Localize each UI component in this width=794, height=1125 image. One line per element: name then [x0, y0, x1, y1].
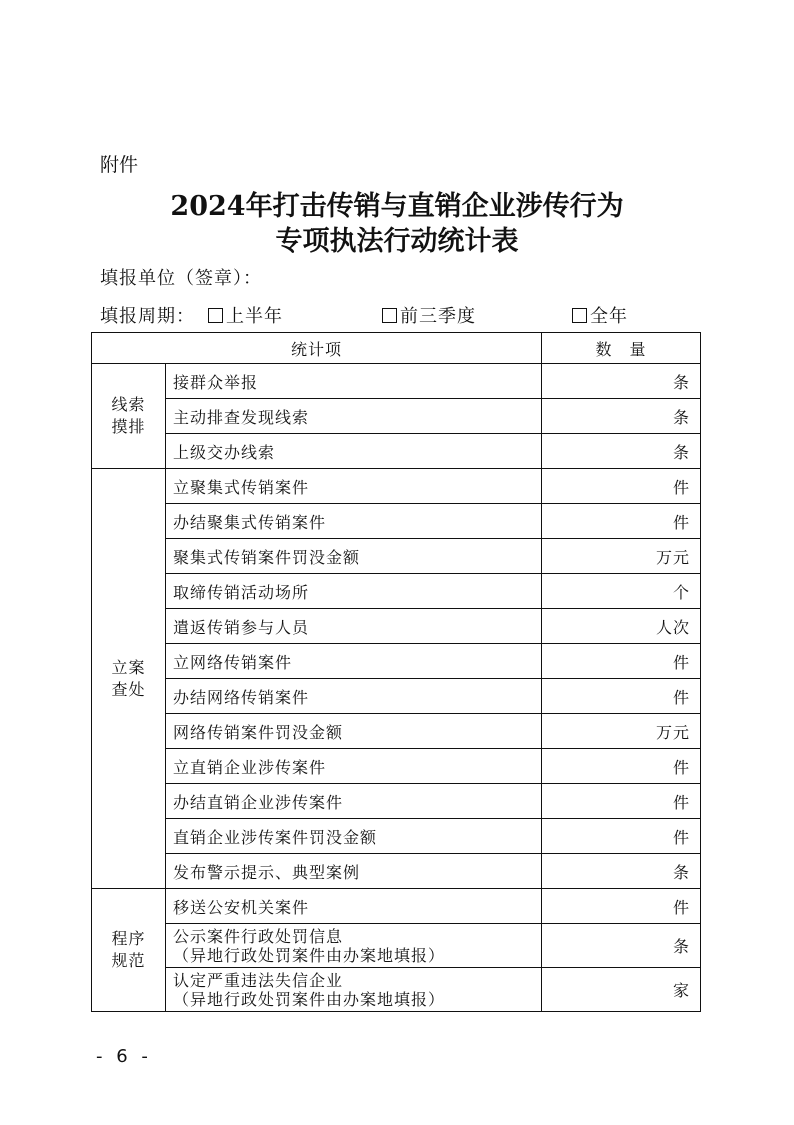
table-row [92, 539, 701, 574]
table-row [92, 854, 701, 889]
table-row [92, 364, 701, 399]
category-cell: 程序 规范 [92, 889, 166, 1012]
checkbox-icon[interactable] [208, 308, 223, 323]
table-row [92, 889, 701, 924]
table-row [92, 819, 701, 854]
checkbox-icon[interactable] [382, 308, 397, 323]
quantity-unit-cell[interactable]: 个 [542, 574, 701, 609]
item-cell: 公示案件行政处罚信息 （异地行政处罚案件由办案地填报） [166, 924, 542, 968]
item-cell: 遣返传销参与人员 [166, 609, 542, 644]
quantity-unit-cell[interactable]: 人次 [542, 609, 701, 644]
table-row [92, 679, 701, 714]
quantity-unit-cell[interactable]: 条 [542, 399, 701, 434]
period-option-three-quarters[interactable] [382, 302, 476, 328]
item-cell: 上级交办线索 [166, 434, 542, 469]
table-row [92, 714, 701, 749]
quantity-unit-cell[interactable]: 件 [542, 469, 701, 504]
table-body [92, 364, 701, 1012]
item-cell: 聚集式传销案件罚没金额 [166, 539, 542, 574]
item-cell: 办结网络传销案件 [166, 679, 542, 714]
quantity-unit-cell[interactable]: 万元 [542, 539, 701, 574]
quantity-unit-cell[interactable]: 家 [542, 968, 701, 1012]
table-row [92, 434, 701, 469]
period-option-label: 全年 [590, 306, 628, 327]
statistics-table [91, 332, 701, 1012]
quantity-unit-cell[interactable]: 条 [542, 924, 701, 968]
fill-unit-label: 填报单位（签章）： [100, 268, 262, 289]
table-row [92, 749, 701, 784]
item-cell: 认定严重违法失信企业 （异地行政处罚案件由办案地填报） [166, 968, 542, 1012]
document-title-line-2: 专项执法行动统计表 [275, 226, 519, 257]
quantity-unit-cell[interactable]: 条 [542, 854, 701, 889]
period-option-half-year[interactable] [208, 302, 283, 328]
attachment-label: 附件 [100, 154, 139, 176]
quantity-unit-cell[interactable]: 件 [542, 749, 701, 784]
quantity-unit-cell[interactable]: 件 [542, 784, 701, 819]
item-cell: 发布警示提示、典型案例 [166, 854, 542, 889]
table-row [92, 574, 701, 609]
period-option-full-year[interactable] [572, 302, 628, 328]
item-cell: 办结聚集式传销案件 [166, 504, 542, 539]
quantity-unit-cell[interactable]: 万元 [542, 714, 701, 749]
table-row [92, 924, 701, 968]
item-cell: 立直销企业涉传案件 [166, 749, 542, 784]
quantity-unit-cell[interactable]: 件 [542, 504, 701, 539]
item-cell: 直销企业涉传案件罚没金额 [166, 819, 542, 854]
fill-period-label: 填报周期： [100, 306, 195, 327]
checkbox-icon[interactable] [572, 308, 587, 323]
item-cell: 办结直销企业涉传案件 [166, 784, 542, 819]
item-cell: 移送公安机关案件 [166, 889, 542, 924]
quantity-unit-cell[interactable]: 件 [542, 819, 701, 854]
table-row [92, 784, 701, 819]
quantity-unit-cell[interactable]: 条 [542, 434, 701, 469]
table-row [92, 644, 701, 679]
item-cell: 接群众举报 [166, 364, 542, 399]
page-number: - 6 - [96, 1046, 152, 1067]
quantity-unit-cell[interactable]: 条 [542, 364, 701, 399]
quantity-unit-cell[interactable]: 件 [542, 679, 701, 714]
header-quantity: 数 量 [542, 333, 701, 364]
quantity-unit-cell[interactable]: 件 [542, 889, 701, 924]
document-title-line-1: 2024年打击传销与直销企业涉传行为 [170, 191, 624, 222]
table-row [92, 968, 701, 1012]
period-option-label: 前三季度 [400, 306, 476, 327]
category-cell: 线索 摸排 [92, 364, 166, 469]
item-cell: 主动排查发现线索 [166, 399, 542, 434]
quantity-unit-cell[interactable]: 件 [542, 644, 701, 679]
table-header-row [92, 333, 701, 364]
table-row [92, 469, 701, 504]
table-row [92, 609, 701, 644]
table-row [92, 399, 701, 434]
period-option-label: 上半年 [226, 306, 283, 327]
item-cell: 网络传销案件罚没金额 [166, 714, 542, 749]
category-cell: 立案 查处 [92, 469, 166, 889]
item-cell: 立聚集式传销案件 [166, 469, 542, 504]
item-cell: 立网络传销案件 [166, 644, 542, 679]
header-item: 统计项 [92, 333, 542, 364]
item-cell: 取缔传销活动场所 [166, 574, 542, 609]
table-row [92, 504, 701, 539]
